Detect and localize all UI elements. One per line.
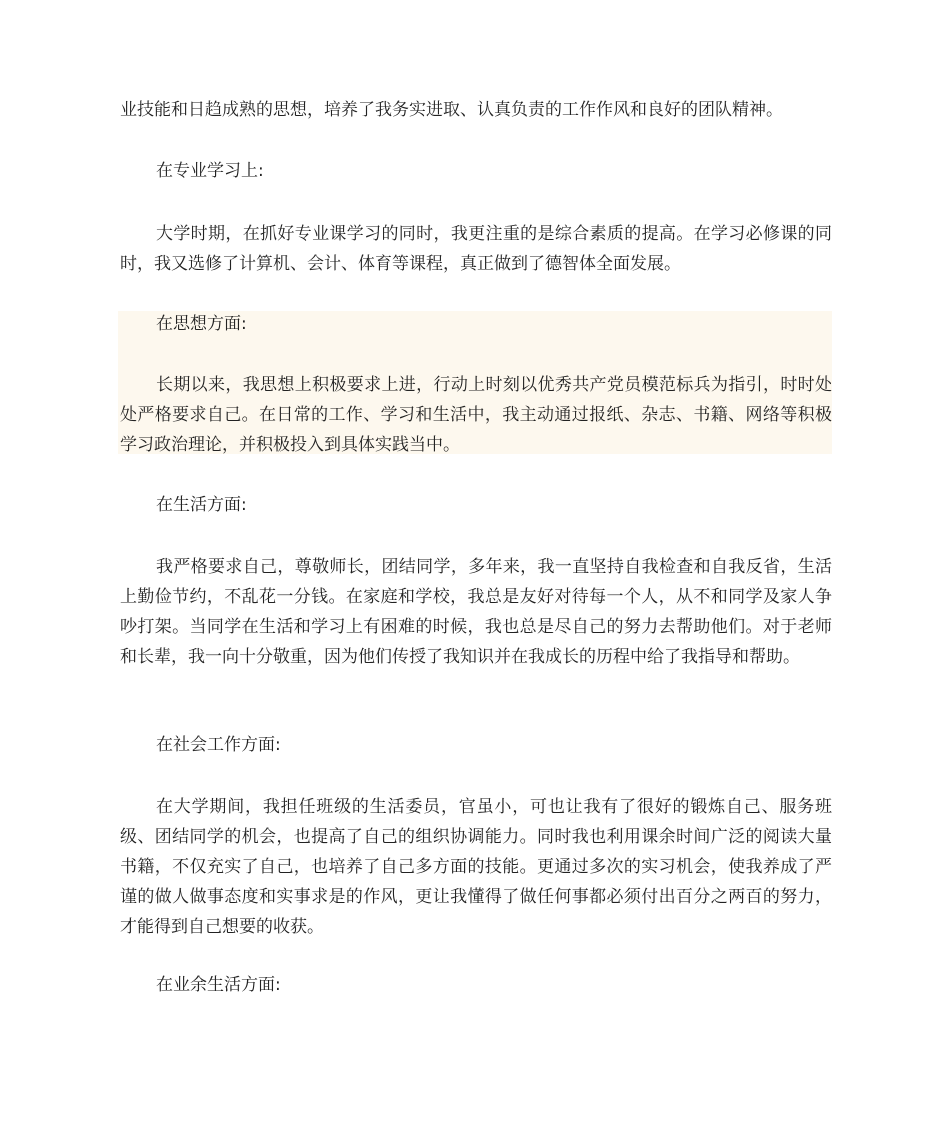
heading-professional-study: 在专业学习上: <box>156 161 264 181</box>
paragraph-professional-study: 大学时期，在抓好专业课学习的同时，我更注重的是综合素质的提高。在学习必修课的同时，我又选修了计算机、会计、体育等课程，真正做到了德智体全面发展。 <box>120 224 832 274</box>
heading-leisure: 在业余生活方面: <box>156 975 281 995</box>
paragraph-ideology: 长期以来，我思想上积极要求上进，行动上时刻以优秀共产党员模范标兵为指引，时时处处严格要求自己。在日常的工作、学习和生活中，我主动通过报纸、杂志、书籍、网络等积极学习政治理论，并积极投入到具体实践当中。 <box>120 375 832 455</box>
paragraph-intro-end: 业技能和日趋成熟的思想，培养了我务实进取、认真负责的工作作风和良好的团队精神。 <box>120 100 783 120</box>
paragraph-social-work: 在大学期间，我担任班级的生活委员，官虽小，可也让我有了很好的锻炼自己、服务班级、团结同学的机会，也提高了自己的组织协调能力。同时我也利用课余时间广泛的阅读大量书籍，不仅充实了自己，也培养了自己多方面的技能。更通过多次的实习机会，使我养成了严谨的做人做事态度和实事求是的作风，更让我懂得了做任何事都必须付出百分之两百的努力，才能得到自己想要的收获。 <box>120 797 832 937</box>
heading-social-work: 在社会工作方面: <box>156 735 281 755</box>
heading-ideology: 在思想方面: <box>156 314 247 334</box>
heading-life: 在生活方面: <box>156 495 247 515</box>
paragraph-life: 我严格要求自己，尊敬师长，团结同学，多年来，我一直坚持自我检查和自我反省，生活上勤俭节约，不乱花一分钱。在家庭和学校，我总是友好对待每一个人，从不和同学及家人争吵打架。当同学在生活和学习上有困难的时候，我也总是尽自己的努力去帮助他们。对于老师和长辈，我一向十分敬重，因为他们传授了我知识并在我成长的历程中给了我指导和帮助。 <box>120 557 832 667</box>
